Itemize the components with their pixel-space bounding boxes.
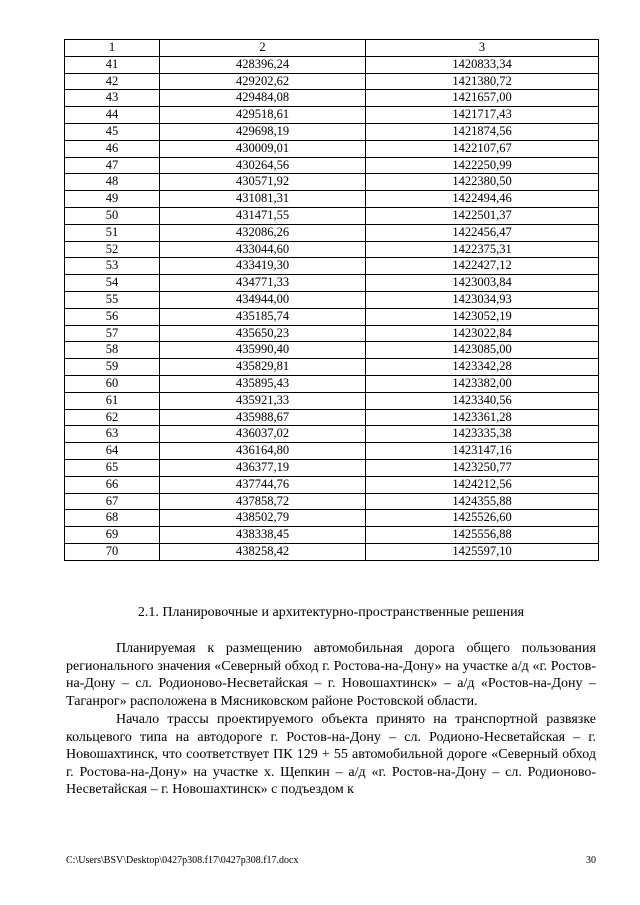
x-coordinate-cell: 428396,24	[160, 56, 366, 73]
x-coordinate-cell: 429518,61	[160, 107, 366, 124]
paragraph: Начало трассы проектируемого объекта принято на транспортной развязке кольцевого типа на автодороге г. Ростов-на-Дону – сл. Родионо-Несветайская – г. Новошахтинск, что соответствует ПК 129 + 55 автомобильной дороге «Северный обход г. Ростова-на-Дону» на участке х. Щепкин – а/д «г. Ростов-на-Дону – сл. Родионово-Несветайская – г. Новошахтинск» с подъездом к	[66, 712, 596, 797]
point-number-cell: 53	[65, 258, 160, 275]
y-coordinate-cell: 1421717,43	[366, 107, 599, 124]
table-row	[65, 510, 599, 527]
y-coordinate-cell: 1421380,72	[366, 73, 599, 90]
x-coordinate-cell: 436377,19	[160, 459, 366, 476]
table-row	[65, 493, 599, 510]
y-coordinate-cell: 1422107,67	[366, 140, 599, 157]
y-coordinate-cell: 1420833,34	[366, 56, 599, 73]
table-row	[65, 392, 599, 409]
column-header: 1	[65, 40, 160, 57]
table-row	[65, 258, 599, 275]
y-coordinate-cell: 1423382,00	[366, 375, 599, 392]
document-path: C:\Users\BSV\Desktop\0427p308.f17\0427p308.f17.docx	[66, 855, 299, 866]
point-number-cell: 49	[65, 191, 160, 208]
paragraph: Планируемая к размещению автомобильная дорога общего пользования регионального значения «Северный обход г. Ростова-на-Дону» на участке а/д «г. Ростов-на-Дону – сл. Родионово-Несветайская – г. Новошахтинск» – а/д «Ростов-на-Дону – Таганрог» расположена в Мясниковском районе Ростовской области.	[66, 641, 596, 709]
x-coordinate-cell: 434944,00	[160, 291, 366, 308]
point-number-cell: 70	[65, 543, 160, 560]
y-coordinate-cell: 1422427,12	[366, 258, 599, 275]
y-coordinate-cell: 1425526,60	[366, 510, 599, 527]
x-coordinate-cell: 436037,02	[160, 426, 366, 443]
x-coordinate-cell: 435988,67	[160, 409, 366, 426]
y-coordinate-cell: 1423022,84	[366, 325, 599, 342]
y-coordinate-cell: 1423340,56	[366, 392, 599, 409]
coordinates-table-body	[65, 40, 599, 561]
table-row	[65, 409, 599, 426]
table-row	[65, 140, 599, 157]
x-coordinate-cell: 438338,45	[160, 527, 366, 544]
y-coordinate-cell: 1422456,47	[366, 224, 599, 241]
y-coordinate-cell: 1422375,31	[366, 241, 599, 258]
point-number-cell: 47	[65, 157, 160, 174]
table-row	[65, 174, 599, 191]
y-coordinate-cell: 1423361,28	[366, 409, 599, 426]
x-coordinate-cell: 430264,56	[160, 157, 366, 174]
y-coordinate-cell: 1423147,16	[366, 443, 599, 460]
x-coordinate-cell: 435895,43	[160, 375, 366, 392]
y-coordinate-cell: 1423250,77	[366, 459, 599, 476]
y-coordinate-cell: 1422501,37	[366, 207, 599, 224]
x-coordinate-cell: 429484,08	[160, 90, 366, 107]
section-heading: 2.1. Планировочные и архитектурно-пространственные решения	[137, 605, 525, 620]
point-number-cell: 50	[65, 207, 160, 224]
table-row	[65, 56, 599, 73]
table-row	[65, 90, 599, 107]
table-row	[65, 476, 599, 493]
point-number-cell: 45	[65, 123, 160, 140]
y-coordinate-cell: 1424212,56	[366, 476, 599, 493]
table-header-row	[65, 40, 599, 57]
table-row	[65, 325, 599, 342]
y-coordinate-cell: 1423003,84	[366, 275, 599, 292]
point-number-cell: 57	[65, 325, 160, 342]
table-row	[65, 308, 599, 325]
y-coordinate-cell: 1423335,38	[366, 426, 599, 443]
table-row	[65, 107, 599, 124]
x-coordinate-cell: 438258,42	[160, 543, 366, 560]
x-coordinate-cell: 431081,31	[160, 191, 366, 208]
column-header: 2	[160, 40, 366, 57]
point-number-cell: 46	[65, 140, 160, 157]
point-number-cell: 55	[65, 291, 160, 308]
table-row	[65, 157, 599, 174]
table-row	[65, 291, 599, 308]
y-coordinate-cell: 1422494,46	[366, 191, 599, 208]
point-number-cell: 67	[65, 493, 160, 510]
coordinates-table	[64, 39, 599, 561]
y-coordinate-cell: 1423342,28	[366, 359, 599, 376]
y-coordinate-cell: 1421874,56	[366, 123, 599, 140]
point-number-cell: 68	[65, 510, 160, 527]
table-row	[65, 73, 599, 90]
table-row	[65, 359, 599, 376]
x-coordinate-cell: 435921,33	[160, 392, 366, 409]
y-coordinate-cell: 1425556,88	[366, 527, 599, 544]
x-coordinate-cell: 429698,19	[160, 123, 366, 140]
table-row	[65, 224, 599, 241]
table-row	[65, 443, 599, 460]
point-number-cell: 62	[65, 409, 160, 426]
x-coordinate-cell: 433419,30	[160, 258, 366, 275]
point-number-cell: 41	[65, 56, 160, 73]
point-number-cell: 59	[65, 359, 160, 376]
point-number-cell: 43	[65, 90, 160, 107]
x-coordinate-cell: 435990,40	[160, 342, 366, 359]
x-coordinate-cell: 434771,33	[160, 275, 366, 292]
x-coordinate-cell: 429202,62	[160, 73, 366, 90]
y-coordinate-cell: 1423052,19	[366, 308, 599, 325]
point-number-cell: 60	[65, 375, 160, 392]
x-coordinate-cell: 433044,60	[160, 241, 366, 258]
x-coordinate-cell: 435829,81	[160, 359, 366, 376]
point-number-cell: 51	[65, 224, 160, 241]
column-header: 3	[366, 40, 599, 57]
section-body	[66, 640, 596, 799]
x-coordinate-cell: 437858,72	[160, 493, 366, 510]
y-coordinate-cell: 1422380,50	[366, 174, 599, 191]
y-coordinate-cell: 1424355,88	[366, 493, 599, 510]
x-coordinate-cell: 436164,80	[160, 443, 366, 460]
y-coordinate-cell: 1423034,93	[366, 291, 599, 308]
point-number-cell: 63	[65, 426, 160, 443]
y-coordinate-cell: 1422250,99	[366, 157, 599, 174]
table-row	[65, 426, 599, 443]
point-number-cell: 56	[65, 308, 160, 325]
x-coordinate-cell: 430009,01	[160, 140, 366, 157]
table-row	[65, 527, 599, 544]
y-coordinate-cell: 1423085,00	[366, 342, 599, 359]
page-number: 30	[586, 855, 596, 866]
table-row	[65, 342, 599, 359]
point-number-cell: 52	[65, 241, 160, 258]
y-coordinate-cell: 1425597,10	[366, 543, 599, 560]
x-coordinate-cell: 431471,55	[160, 207, 366, 224]
y-coordinate-cell: 1421657,00	[366, 90, 599, 107]
table-row	[65, 241, 599, 258]
point-number-cell: 44	[65, 107, 160, 124]
table-row	[65, 275, 599, 292]
table-row	[65, 459, 599, 476]
table-row	[65, 191, 599, 208]
table-row	[65, 375, 599, 392]
x-coordinate-cell: 430571,92	[160, 174, 366, 191]
point-number-cell: 69	[65, 527, 160, 544]
point-number-cell: 66	[65, 476, 160, 493]
table-row	[65, 123, 599, 140]
point-number-cell: 65	[65, 459, 160, 476]
x-coordinate-cell: 437744,76	[160, 476, 366, 493]
x-coordinate-cell: 432086,26	[160, 224, 366, 241]
table-row	[65, 207, 599, 224]
table-row	[65, 543, 599, 560]
point-number-cell: 64	[65, 443, 160, 460]
x-coordinate-cell: 438502,79	[160, 510, 366, 527]
x-coordinate-cell: 435650,23	[160, 325, 366, 342]
point-number-cell: 54	[65, 275, 160, 292]
point-number-cell: 61	[65, 392, 160, 409]
x-coordinate-cell: 435185,74	[160, 308, 366, 325]
point-number-cell: 48	[65, 174, 160, 191]
point-number-cell: 42	[65, 73, 160, 90]
point-number-cell: 58	[65, 342, 160, 359]
